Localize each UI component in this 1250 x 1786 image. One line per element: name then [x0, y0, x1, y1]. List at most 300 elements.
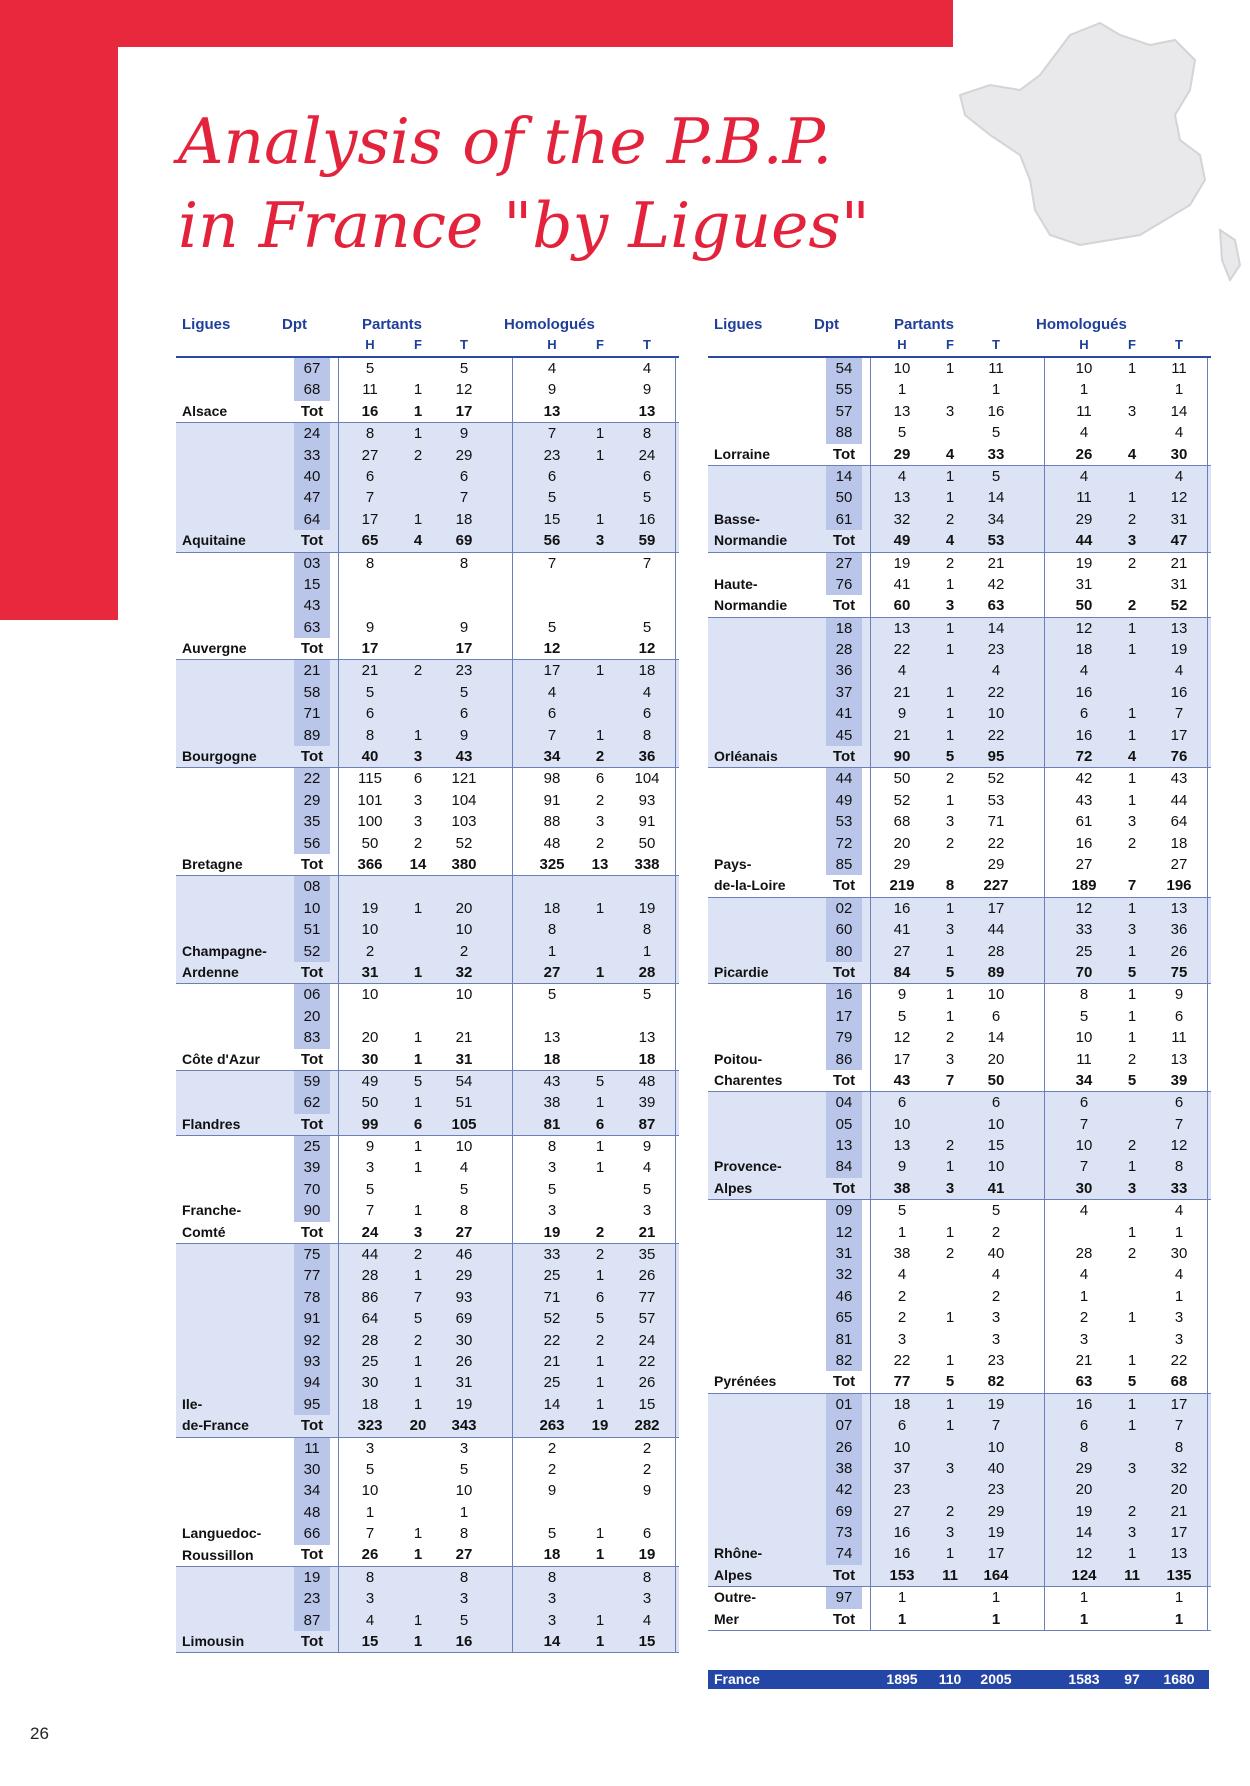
dept-row — [708, 1156, 1211, 1177]
dept-number: 78 — [294, 1287, 330, 1308]
ligue-group — [708, 466, 1211, 553]
ligue-group — [176, 768, 679, 876]
ligue-name: Bourgogne — [182, 748, 257, 765]
partants-h: 2 — [897, 1287, 907, 1305]
partants-f: 1 — [945, 1007, 955, 1025]
homologues-h: 10 — [1075, 1137, 1093, 1155]
total-homologues-t: 196 — [1166, 877, 1192, 895]
ligues-table-left — [176, 314, 679, 1653]
total-homologues-f: 5 — [1127, 963, 1137, 981]
partants-f: 7 — [413, 1288, 423, 1306]
dept-number: 88 — [826, 422, 862, 443]
dept-row — [176, 1480, 679, 1501]
homologues-t: 3 — [642, 1590, 652, 1608]
dept-row — [176, 1179, 679, 1200]
dept-number: 93 — [294, 1351, 330, 1372]
homologues-t: 5 — [642, 1180, 652, 1198]
ligue-group — [708, 1394, 1211, 1588]
tot-label: Tot — [832, 1566, 856, 1584]
partants-t: 23 — [987, 641, 1005, 659]
dept-number: 58 — [294, 682, 330, 703]
total-homologues-t: 36 — [638, 748, 656, 766]
dept-number: 15 — [294, 574, 330, 595]
homologues-t: 8 — [1174, 1158, 1184, 1176]
partants-t: 5 — [991, 424, 1001, 442]
homologues-h: 7 — [547, 726, 557, 744]
homologues-t: 39 — [638, 1094, 656, 1112]
homologues-t: 48 — [638, 1072, 656, 1090]
partants-t: 22 — [987, 683, 1005, 701]
homologues-t: 18 — [1170, 834, 1188, 852]
ligue-name: Bretagne — [182, 855, 243, 872]
dept-number: 84 — [826, 1156, 862, 1177]
homologues-t: 21 — [1170, 1502, 1188, 1520]
dept-number: 79 — [826, 1027, 862, 1048]
partants-t: 19 — [987, 1524, 1005, 1542]
homologues-f: 6 — [595, 1288, 605, 1306]
total-partants-t: 105 — [451, 1115, 477, 1133]
partants-header: Partants — [894, 316, 955, 333]
dept-row — [176, 1200, 679, 1221]
partants-f: 1 — [945, 986, 955, 1004]
total-partants-f: 3 — [413, 1223, 423, 1241]
homologues-h: 4 — [1079, 662, 1089, 680]
partants-f: 5 — [413, 1072, 423, 1090]
table-header — [708, 314, 1211, 358]
partants-h: 41 — [893, 575, 911, 593]
table-body — [176, 358, 679, 1653]
partants-h: 50 — [361, 834, 379, 852]
homologues-t: 19 — [638, 899, 656, 917]
ligue-group — [176, 1244, 679, 1438]
tot-label: Tot — [832, 1610, 856, 1628]
homologues-header: Homologués — [504, 316, 595, 333]
homologues-f-header: F — [1128, 337, 1136, 352]
dept-number: 67 — [294, 358, 330, 379]
homologues-t: 17 — [1170, 1524, 1188, 1542]
ligue-name: Limousin — [182, 1633, 245, 1650]
dept-number: 20 — [294, 1006, 330, 1027]
dept-row — [176, 379, 679, 400]
dept-number: 64 — [294, 509, 330, 530]
total-homologues-t: 338 — [634, 855, 660, 873]
partants-f: 3 — [945, 402, 955, 420]
total-row — [176, 1631, 679, 1652]
red-header-band — [0, 0, 953, 47]
partants-t: 104 — [451, 791, 477, 809]
homologues-h: 10 — [1075, 360, 1093, 377]
homologues-h: 7 — [547, 425, 557, 443]
tot-label: Tot — [300, 1546, 324, 1564]
partants-h: 8 — [365, 425, 375, 443]
ligue-group — [708, 553, 1211, 618]
partants-t: 3 — [991, 1330, 1001, 1348]
dept-row — [176, 1459, 679, 1480]
homologues-f: 1 — [595, 1267, 605, 1285]
partants-f: 2 — [945, 1502, 955, 1520]
dept-number: 21 — [294, 660, 330, 681]
dept-row — [176, 984, 679, 1005]
homologues-h-header: H — [1079, 337, 1089, 352]
dept-number: 14 — [826, 466, 862, 487]
homologues-h: 31 — [1075, 575, 1093, 593]
partants-h: 5 — [365, 360, 375, 377]
partants-t: 9 — [459, 618, 469, 636]
homologues-f: 1 — [595, 726, 605, 744]
dept-number: 75 — [294, 1244, 330, 1265]
homologues-h: 6 — [547, 705, 557, 723]
dept-row — [176, 1502, 679, 1523]
total-partants-h: 77 — [893, 1373, 911, 1391]
tot-label: Tot — [300, 1050, 324, 1068]
homologues-f: 1 — [1127, 1007, 1137, 1025]
tot-label: Tot — [300, 1115, 324, 1133]
ligue-group — [708, 1092, 1211, 1200]
partants-t: 23 — [987, 1351, 1005, 1369]
partants-h: 22 — [893, 641, 911, 659]
partants-t: 4 — [459, 1159, 469, 1177]
homologues-t: 4 — [1174, 467, 1184, 485]
partants-f: 1 — [945, 575, 955, 593]
homologues-h: 18 — [1075, 641, 1093, 659]
dept-row — [708, 811, 1211, 832]
homologues-h: 6 — [547, 467, 557, 485]
dept-number: 92 — [294, 1330, 330, 1351]
partants-f: 2 — [413, 1246, 423, 1264]
homologues-f: 3 — [595, 813, 605, 831]
partants-h: 1 — [365, 1503, 375, 1521]
partants-f: 1 — [413, 1267, 423, 1285]
partants-t: 34 — [987, 510, 1005, 528]
ligue-group — [176, 1136, 679, 1244]
dept-number: 17 — [826, 1006, 862, 1027]
partants-h: 5 — [365, 683, 375, 701]
total-homologues-f: 3 — [1127, 1179, 1137, 1197]
homologues-t-header: T — [643, 337, 651, 352]
total-homologues-f: 2 — [595, 1223, 605, 1241]
partants-h: 3 — [897, 1330, 907, 1348]
ligue-name: Pyrénées — [714, 1373, 777, 1390]
dept-row — [708, 639, 1211, 660]
partants-t: 6 — [459, 705, 469, 723]
partants-t: 5 — [459, 1460, 469, 1478]
dept-row — [176, 358, 679, 379]
homologues-f: 2 — [595, 1331, 605, 1349]
dept-row — [708, 487, 1211, 508]
dept-number: 97 — [826, 1587, 862, 1608]
partants-t: 2 — [991, 1223, 1001, 1241]
homologues-h: 61 — [1075, 813, 1093, 831]
dept-row — [176, 1265, 679, 1286]
total-homologues-t: 282 — [634, 1417, 660, 1435]
table-body — [708, 358, 1211, 1631]
homologues-t: 30 — [1170, 1245, 1188, 1263]
total-homologues-t: 19 — [638, 1546, 656, 1564]
total-partants-h: 366 — [357, 855, 383, 873]
homologues-f: 1 — [1127, 1029, 1137, 1047]
dept-number: 63 — [294, 617, 330, 638]
total-partants-f: 3 — [945, 1179, 955, 1197]
partants-f: 1 — [413, 1094, 423, 1112]
partants-f: 3 — [945, 813, 955, 831]
homologues-f: 3 — [1127, 1524, 1137, 1542]
dept-number: 49 — [826, 790, 862, 811]
total-homologues-t: 15 — [638, 1633, 656, 1651]
total-row — [176, 401, 679, 422]
partants-t: 10 — [987, 1115, 1005, 1133]
partants-t: 19 — [987, 1395, 1005, 1413]
partants-t: 10 — [987, 986, 1005, 1004]
homologues-h: 6 — [1079, 1094, 1089, 1112]
partants-t: 54 — [455, 1072, 473, 1090]
partants-h: 21 — [893, 683, 911, 701]
homologues-t: 5 — [642, 489, 652, 507]
dept-row — [708, 919, 1211, 940]
tot-label: Tot — [300, 640, 324, 658]
total-partants-h: 84 — [893, 963, 911, 981]
partants-f: 1 — [945, 641, 955, 659]
dept-row — [176, 1006, 679, 1027]
tot-label: Tot — [300, 748, 324, 766]
ligue-group — [176, 1567, 679, 1654]
partants-t: 17 — [987, 1545, 1005, 1563]
dept-row — [708, 1437, 1211, 1458]
france-homologues-t: 1680 — [1163, 1671, 1195, 1687]
homologues-t: 4 — [642, 683, 652, 701]
total-partants-t: 43 — [455, 748, 473, 766]
partants-f: 1 — [413, 1202, 423, 1220]
homologues-t: 9 — [642, 1138, 652, 1156]
france-label: France — [714, 1671, 760, 1687]
partants-t: 28 — [987, 942, 1005, 960]
partants-f: 2 — [945, 510, 955, 528]
dept-number: 31 — [826, 1243, 862, 1264]
homologues-f: 1 — [595, 446, 605, 464]
total-partants-t: 32 — [455, 963, 473, 981]
partants-f: 1 — [945, 942, 955, 960]
partants-h: 20 — [893, 834, 911, 852]
partants-t: 42 — [987, 575, 1005, 593]
dept-number: 36 — [826, 660, 862, 681]
dept-number: 86 — [826, 1049, 862, 1070]
homologues-f: 3 — [1127, 402, 1137, 420]
total-homologues-h: 19 — [543, 1223, 561, 1241]
homologues-f: 1 — [595, 1159, 605, 1177]
total-partants-f: 5 — [945, 1373, 955, 1391]
partants-f-header: F — [414, 337, 422, 352]
partants-f: 1 — [945, 726, 955, 744]
homologues-t: 1 — [1174, 381, 1184, 399]
partants-t: 26 — [455, 1352, 473, 1370]
homologues-f: 1 — [1127, 899, 1137, 917]
dept-row — [708, 422, 1211, 443]
partants-t: 18 — [455, 510, 473, 528]
partants-h: 5 — [897, 1007, 907, 1025]
partants-h: 22 — [893, 1351, 911, 1369]
total-homologues-h: 63 — [1075, 1373, 1093, 1391]
dept-number: 89 — [294, 725, 330, 746]
partants-h: 18 — [893, 1395, 911, 1413]
homologues-f: 1 — [1127, 791, 1137, 809]
dept-row — [176, 1071, 679, 1092]
total-partants-h: 323 — [357, 1417, 383, 1435]
dept-number: 08 — [294, 876, 330, 897]
ligues-header: Ligues — [182, 316, 231, 333]
total-homologues-h: 81 — [543, 1115, 561, 1133]
dept-number: 73 — [826, 1522, 862, 1543]
partants-h: 4 — [897, 662, 907, 680]
partants-f: 2 — [945, 1137, 955, 1155]
dept-number: 22 — [294, 768, 330, 789]
dept-row — [708, 379, 1211, 400]
ligue-name: Ile- de-France — [182, 1395, 249, 1434]
total-homologues-t: 135 — [1166, 1566, 1192, 1584]
partants-h: 6 — [365, 467, 375, 485]
partants-f: 1 — [413, 1029, 423, 1047]
total-row — [708, 444, 1211, 465]
homologues-t: 1 — [1174, 1287, 1184, 1305]
partants-f: 1 — [945, 1545, 955, 1563]
homologues-t: 20 — [1170, 1481, 1188, 1499]
total-partants-h: 43 — [893, 1071, 911, 1089]
partants-f: 2 — [413, 834, 423, 852]
partants-h: 5 — [365, 1180, 375, 1198]
homologues-t: 14 — [1170, 402, 1188, 420]
homologues-f: 1 — [1127, 360, 1137, 377]
total-row — [176, 854, 679, 875]
homologues-f: 1 — [1127, 489, 1137, 507]
tot-label: Tot — [300, 963, 324, 981]
column-divider — [338, 358, 339, 1653]
dept-number: 06 — [294, 984, 330, 1005]
dept-row — [176, 1157, 679, 1178]
partants-f: 1 — [413, 381, 423, 399]
partants-t: 4 — [991, 662, 1001, 680]
partants-f: 1 — [945, 683, 955, 701]
partants-t: 10 — [455, 921, 473, 939]
partants-h: 4 — [365, 1611, 375, 1629]
homologues-h: 14 — [543, 1395, 561, 1413]
homologues-h: 48 — [543, 834, 561, 852]
partants-h: 3 — [365, 1439, 375, 1457]
total-homologues-h: 34 — [543, 748, 561, 766]
homologues-h: 20 — [1075, 1481, 1093, 1499]
total-partants-f: 5 — [945, 748, 955, 766]
partants-h: 1 — [897, 1589, 907, 1607]
dept-row — [708, 1329, 1211, 1350]
partants-t: 5 — [991, 467, 1001, 485]
homologues-h: 10 — [1075, 1029, 1093, 1047]
homologues-h: 19 — [1075, 554, 1093, 572]
homologues-t: 9 — [642, 381, 652, 399]
homologues-h: 14 — [1075, 1524, 1093, 1542]
homologues-h: 3 — [547, 1202, 557, 1220]
partants-f: 1 — [945, 360, 955, 377]
homologues-t: 4 — [1174, 424, 1184, 442]
ligue-name: Lorraine — [714, 445, 771, 462]
partants-h: 6 — [365, 705, 375, 723]
page-title — [178, 100, 870, 268]
homologues-f: 1 — [595, 1611, 605, 1629]
total-partants-t: 41 — [987, 1179, 1005, 1197]
partants-t: 3 — [459, 1439, 469, 1457]
partants-h: 1 — [897, 1223, 907, 1241]
homologues-h: 1 — [1079, 381, 1089, 399]
total-row — [176, 1114, 679, 1135]
partants-h: 5 — [365, 1460, 375, 1478]
total-partants-t: 89 — [987, 963, 1005, 981]
dept-number: 50 — [826, 487, 862, 508]
dept-number: 28 — [826, 639, 862, 660]
partants-t: 1 — [991, 381, 1001, 399]
partants-h: 3 — [365, 1590, 375, 1608]
ligue-name: Outre- Mer — [714, 1589, 756, 1627]
partants-h: 10 — [361, 1482, 379, 1500]
dept-row — [708, 1264, 1211, 1285]
total-partants-h: 29 — [893, 445, 911, 463]
total-partants-f: 1 — [413, 1050, 423, 1068]
total-homologues-h: 70 — [1075, 963, 1093, 981]
total-homologues-h: 189 — [1071, 877, 1097, 895]
total-partants-f: 8 — [945, 877, 955, 895]
homologues-f: 1 — [595, 1352, 605, 1370]
dept-number: 23 — [294, 1588, 330, 1609]
dept-row — [708, 466, 1211, 487]
homologues-t: 93 — [638, 791, 656, 809]
dept-row — [708, 1479, 1211, 1500]
partants-h-header: H — [897, 337, 907, 352]
ligue-group — [176, 1071, 679, 1136]
dept-row — [176, 811, 679, 832]
total-homologues-f: 3 — [1127, 532, 1137, 550]
dept-number: 61 — [826, 509, 862, 530]
dept-row — [176, 466, 679, 487]
homologues-f: 6 — [595, 770, 605, 788]
homologues-h: 22 — [543, 1331, 561, 1349]
total-partants-f: 1 — [413, 963, 423, 981]
dept-number: 10 — [294, 898, 330, 919]
homologues-t: 16 — [638, 510, 656, 528]
dept-number: 66 — [294, 1523, 330, 1544]
homologues-f: 2 — [595, 791, 605, 809]
partants-f: 3 — [945, 1524, 955, 1542]
ligue-name: Alsace — [182, 402, 228, 419]
ligue-group — [176, 1438, 679, 1567]
partants-f: 1 — [413, 1138, 423, 1156]
dept-row — [708, 790, 1211, 811]
partants-t: 1 — [459, 1503, 469, 1521]
partants-h: 13 — [893, 1137, 911, 1155]
dept-number: 09 — [826, 1200, 862, 1221]
dept-row — [708, 1243, 1211, 1264]
homologues-h: 43 — [543, 1072, 561, 1090]
partants-f: 1 — [945, 1223, 955, 1241]
partants-t: 6 — [991, 1007, 1001, 1025]
total-partants-h: 26 — [361, 1546, 379, 1564]
partants-f: 2 — [413, 662, 423, 680]
dept-number: 33 — [294, 445, 330, 466]
homologues-h: 2 — [547, 1439, 557, 1457]
dept-row — [176, 703, 679, 724]
homologues-t: 11 — [1171, 1029, 1187, 1047]
partants-f: 6 — [413, 770, 423, 788]
homologues-h: 11 — [1076, 489, 1092, 507]
partants-h: 30 — [361, 1374, 379, 1392]
homologues-t: 3 — [642, 1202, 652, 1220]
dept-row — [708, 1200, 1211, 1221]
homologues-f: 2 — [1127, 834, 1137, 852]
table-header — [176, 314, 679, 358]
